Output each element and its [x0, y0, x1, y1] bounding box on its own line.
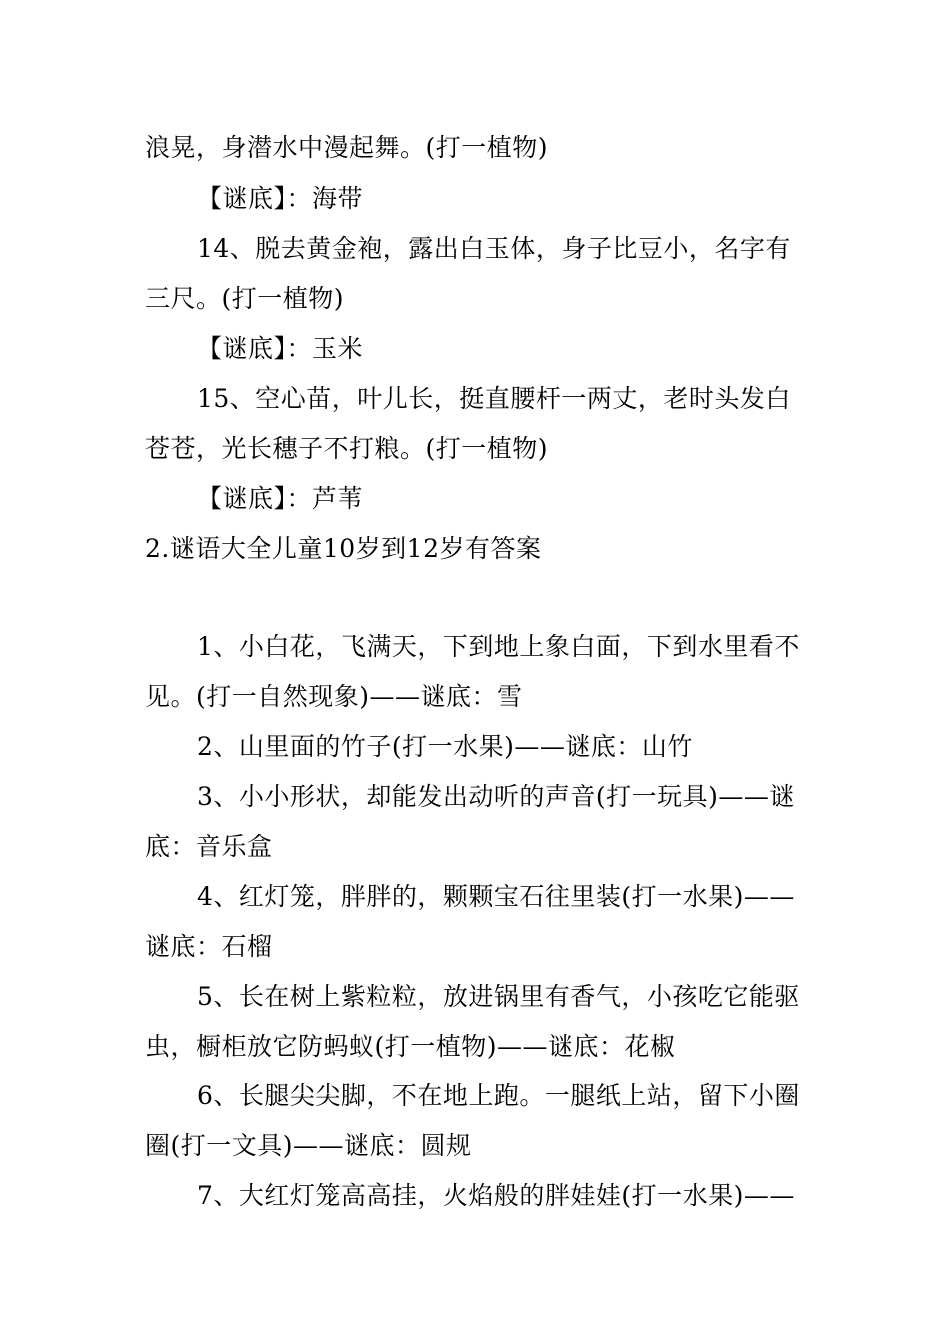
riddle-line: 6、长腿尖尖脚，不在地上跑。一腿纸上站，留下小圈 — [197, 1081, 800, 1110]
text-line: 圈(打一文具)——谜底：圆规 — [145, 1131, 472, 1160]
riddle-line: 15、空心苗，叶儿长，挺直腰杆一两丈，老时头发白 — [197, 384, 791, 413]
riddle-line: 2、山里面的竹子(打一水果)——谜底：山竹 — [197, 732, 693, 761]
text-line: 虫，橱柜放它防蚂蚁(打一植物)——谜底：花椒 — [145, 1032, 676, 1061]
text-line: 见。(打一自然现象)——谜底：雪 — [145, 682, 523, 711]
text-line: 底：音乐盒 — [145, 832, 273, 861]
answer-line: 【谜底】：芦苇 — [197, 484, 364, 513]
riddle-line: 4、红灯笼，胖胖的，颗颗宝石往里装(打一水果)—— — [197, 882, 795, 911]
text-line: 苍苍，光长穗子不打粮。(打一植物) — [145, 434, 549, 463]
riddle-line: 7、大红灯笼高高挂，火焰般的胖娃娃(打一水果)—— — [197, 1181, 795, 1210]
text-line: 三尺。(打一植物) — [145, 284, 345, 313]
section-heading: 2.谜语大全儿童10岁到12岁有答案 — [145, 534, 542, 563]
text-line: 谜底：石榴 — [145, 932, 273, 961]
riddle-line: 3、小小形状，却能发出动听的声音(打一玩具)——谜 — [197, 782, 795, 811]
riddle-line: 14、脱去黄金袍，露出白玉体，身子比豆小，名字有 — [197, 234, 791, 263]
answer-line: 【谜底】：玉米 — [197, 334, 364, 363]
riddle-line: 1、小白花，飞满天，下到地上象白面，下到水里看不 — [197, 632, 800, 661]
answer-line: 【谜底】：海带 — [197, 184, 364, 213]
riddle-line: 5、长在树上紫粒粒，放进锅里有香气，小孩吃它能驱 — [197, 982, 800, 1011]
text-line: 浪晃，身潜水中漫起舞。(打一植物) — [145, 133, 549, 162]
